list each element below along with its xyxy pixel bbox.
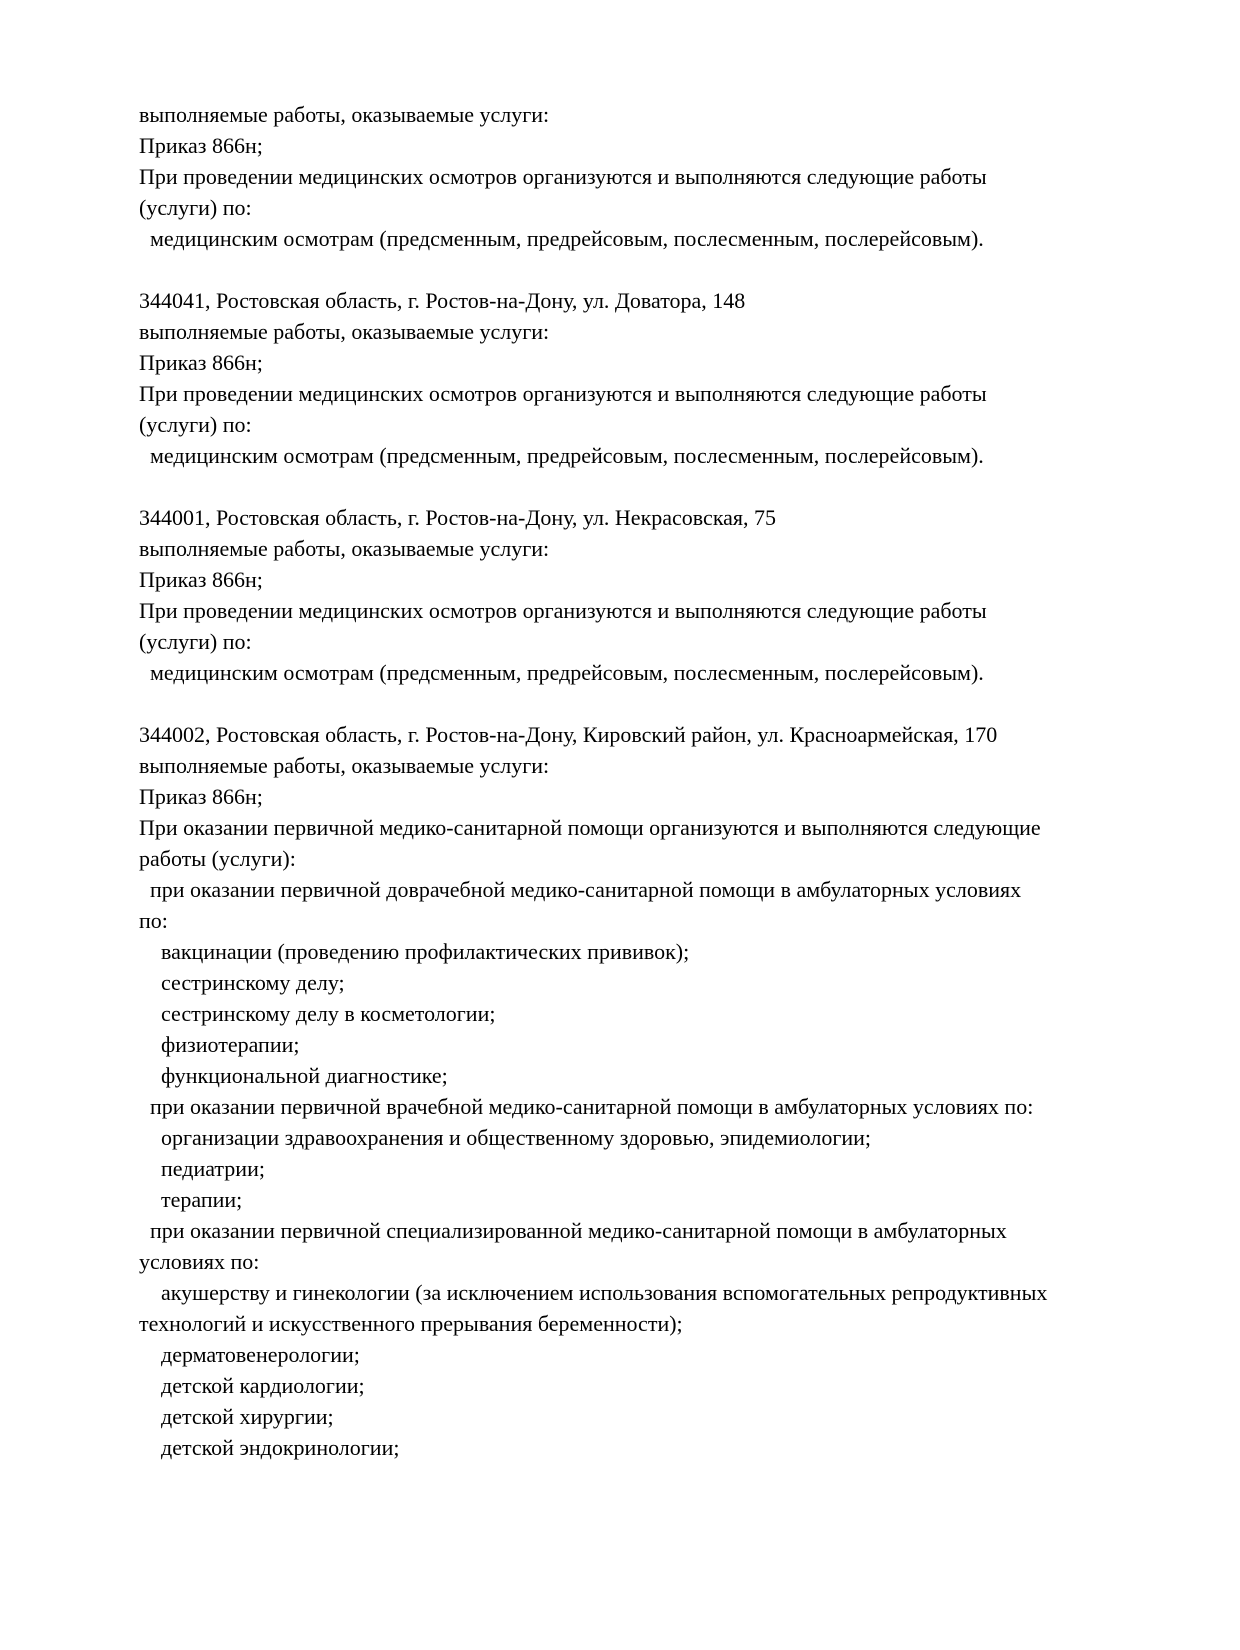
text-line: по: xyxy=(139,908,168,933)
license-works-document xyxy=(139,99,1185,1463)
order-line: Приказ 866н; xyxy=(139,567,263,592)
service-line: сестринскому делу в косметологии; xyxy=(161,1001,496,1026)
service-line: вакцинации (проведению профилактических прививок); xyxy=(161,939,690,964)
service-line: детской эндокринологии; xyxy=(161,1435,400,1460)
address-block-krasnoarmeyskaya-170 xyxy=(139,719,1185,1463)
service-line: медицинским осмотрам (предсменным, предрейсовым, послесменным, послерейсовым). xyxy=(150,660,984,685)
text-line: При проведении медицинских осмотров организуются и выполняются следующие работы xyxy=(139,381,987,406)
text-line: При проведении медицинских осмотров организуются и выполняются следующие работы xyxy=(139,598,987,623)
service-line: акушерству и гинекологии (за исключением использования вспомогательных репродуктивных xyxy=(161,1280,1048,1305)
order-line: Приказ 866н; xyxy=(139,350,263,375)
service-line: функциональной диагностике; xyxy=(161,1063,448,1088)
text-line: работы (услуги): xyxy=(139,846,296,871)
service-line: детской хирургии; xyxy=(161,1404,334,1429)
text-line: При оказании первичной медико-санитарной помощи организуются и выполняются следующие xyxy=(139,815,1041,840)
care-type-line: при оказании первичной специализированной медико-санитарной помощи в амбулаторных xyxy=(150,1218,1007,1243)
service-line: медицинским осмотрам (предсменным, предрейсовым, послесменным, послерейсовым). xyxy=(150,443,984,468)
works-block-continuation xyxy=(139,99,1185,254)
service-line: терапии; xyxy=(161,1187,243,1212)
order-line: Приказ 866н; xyxy=(139,784,263,809)
service-line: детской кардиологии; xyxy=(161,1373,365,1398)
text-line: (услуги) по: xyxy=(139,412,252,437)
works-label-line: выполняемые работы, оказываемые услуги: xyxy=(139,753,550,778)
works-label-line: выполняемые работы, оказываемые услуги: xyxy=(139,319,550,344)
works-label-line: выполняемые работы, оказываемые услуги: xyxy=(139,536,550,561)
order-line: Приказ 866н; xyxy=(139,133,263,158)
text-line: При проведении медицинских осмотров организуются и выполняются следующие работы xyxy=(139,164,987,189)
works-label-line: выполняемые работы, оказываемые услуги: xyxy=(139,102,550,127)
address-line: 344002, Ростовская область, г. Ростов-на-Дону, Кировский район, ул. Красноармейская, 170 xyxy=(139,722,998,747)
care-type-line: при оказании первичной врачебной медико-санитарной помощи в амбулаторных условиях по: xyxy=(150,1094,1034,1119)
text-line: технологий и искусственного прерывания беременности); xyxy=(139,1311,683,1336)
address-block-dovatora-148 xyxy=(139,285,1185,471)
address-block-nekrasovskaya-75 xyxy=(139,502,1185,688)
service-line: физиотерапии; xyxy=(161,1032,300,1057)
service-line: сестринскому делу; xyxy=(161,970,345,995)
service-line: педиатрии; xyxy=(161,1156,265,1181)
service-line: организации здравоохранения и общественному здоровью, эпидемиологии; xyxy=(161,1125,872,1150)
address-line: 344041, Ростовская область, г. Ростов-на-Дону, ул. Доватора, 148 xyxy=(139,288,746,313)
service-line: медицинским осмотрам (предсменным, предрейсовым, послесменным, послерейсовым). xyxy=(150,226,984,251)
service-line: дерматовенерологии; xyxy=(161,1342,360,1367)
text-line: (услуги) по: xyxy=(139,195,252,220)
care-type-line: при оказании первичной доврачебной медико-санитарной помощи в амбулаторных условиях xyxy=(150,877,1022,902)
address-line: 344001, Ростовская область, г. Ростов-на-Дону, ул. Некрасовская, 75 xyxy=(139,505,777,530)
text-line: (услуги) по: xyxy=(139,629,252,654)
text-line: условиях по: xyxy=(139,1249,260,1274)
